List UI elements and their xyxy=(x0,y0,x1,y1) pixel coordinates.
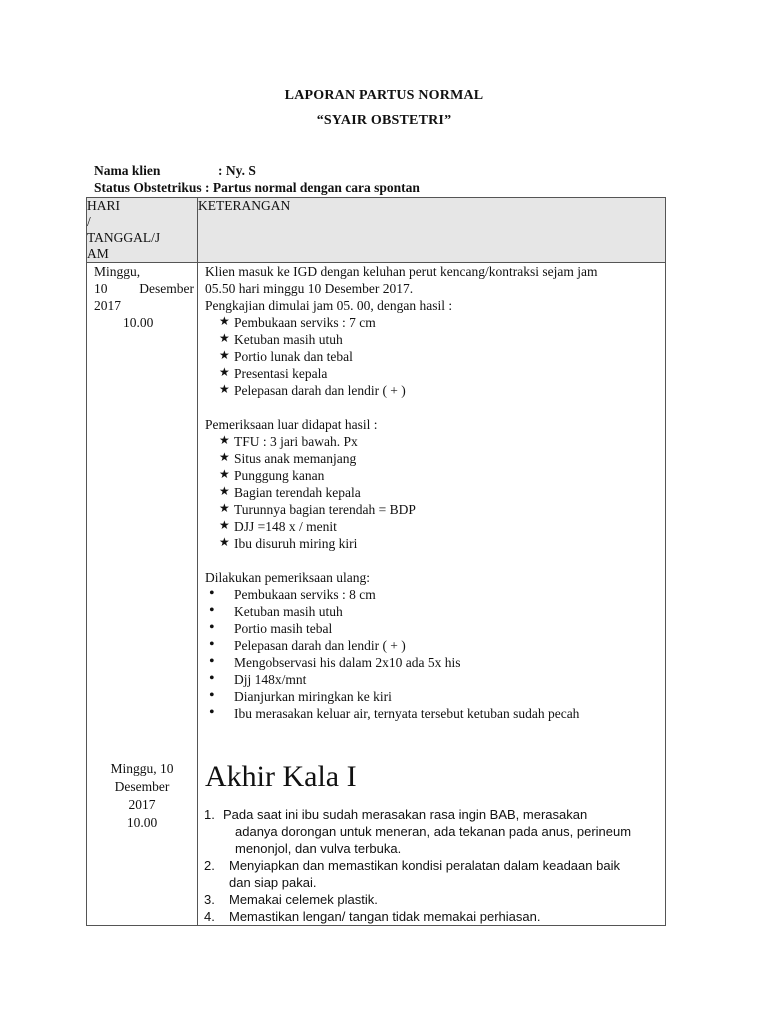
date-line: Desember xyxy=(114,779,170,794)
exam-intro: Pengkajian dimulai jam 05. 00, dengan hasil : xyxy=(205,298,453,313)
description-body xyxy=(205,263,665,722)
step-number: 1. xyxy=(204,807,215,822)
date-day: Minggu, xyxy=(94,264,141,279)
list-item: ★ TFU : 3 jari bawah. Px xyxy=(219,433,665,450)
date-line: Minggu, 10 xyxy=(110,761,174,776)
list-item: • Pelepasan darah dan lendir ( + ) xyxy=(205,637,665,654)
list-item: ★ Punggung kanan xyxy=(219,467,665,484)
report-title: LAPORAN PARTUS NORMAL xyxy=(284,88,484,103)
steps-list xyxy=(198,806,668,925)
list-item xyxy=(198,891,668,908)
list-item: ★ DJJ =148 x / menit xyxy=(219,518,665,535)
table-header-row xyxy=(87,198,666,263)
list-item: ★ Turunnya bagian terendah = BDP xyxy=(219,501,665,518)
step-text: Memakai celemek plastik. xyxy=(229,892,378,907)
obstetric-status-value: : Partus normal dengan cara spontan xyxy=(205,180,420,195)
list-item: • Portio masih tebal xyxy=(205,620,665,637)
header-line: / xyxy=(87,214,91,229)
date-time: 10.00 xyxy=(123,315,154,330)
table-row xyxy=(87,263,666,926)
step-text: Pada saat ini ibu sudah merasakan rasa ingin BAB, merasakan xyxy=(223,807,588,822)
description-cell xyxy=(198,263,666,926)
client-name-value: : Ny. S xyxy=(218,163,256,178)
date-line: 2017 xyxy=(128,797,156,812)
date-year: 2017 xyxy=(94,298,121,313)
obstetric-status-label: Status Obstetrikus xyxy=(94,180,202,195)
step-number: 2. xyxy=(204,858,215,873)
report-subtitle: “SYAIR OBSTETRI” xyxy=(316,113,452,128)
header-line: TANGGAL/J xyxy=(87,230,161,245)
client-name-label: Nama klien xyxy=(94,163,161,178)
date-entry-1 xyxy=(94,263,194,331)
step-text: adanya dorongan untuk meneran, ada tekanan pada anus, perineum xyxy=(235,824,632,839)
header-line: AM xyxy=(87,246,109,261)
list-item: • Mengobservasi his dalam 2x10 ada 5x his xyxy=(205,654,665,671)
outer-exam-intro: Pemeriksaan luar didapat hasil : xyxy=(205,417,378,432)
report-table xyxy=(86,197,666,926)
list-item: ★ Bagian terendah kepala xyxy=(219,484,665,501)
date-month: Desember xyxy=(139,281,194,296)
step-number: 3. xyxy=(204,892,215,907)
list-item xyxy=(198,908,668,925)
exam-list xyxy=(205,314,665,399)
list-item: ★ Presentasi kepala xyxy=(219,365,665,382)
step-text: Menyiapkan dan memastikan kondisi peralatan dalam keadaan baik xyxy=(229,858,620,873)
list-item: ★ Ketuban masih utuh xyxy=(219,331,665,348)
step-text: dan siap pakai. xyxy=(229,875,317,890)
header-day-date-time xyxy=(87,198,198,263)
header-description: KETERANGAN xyxy=(198,198,666,263)
list-item: ★ Situs anak memanjang xyxy=(219,450,665,467)
step-text: Memastikan lengan/ tangan tidak memakai perhiasan. xyxy=(229,909,541,924)
list-item: • Pembukaan serviks : 8 cm xyxy=(205,586,665,603)
list-item xyxy=(198,806,668,857)
date-entry-2 xyxy=(87,760,197,832)
list-item: • Djj 148x/mnt xyxy=(205,671,665,688)
intro-text: 05.50 hari minggu 10 Desember 2017. xyxy=(205,281,414,296)
repeat-exam-intro: Dilakukan pemeriksaan ulang: xyxy=(205,570,370,585)
date-number: 10 xyxy=(94,281,108,296)
list-item: • Dianjurkan miringkan ke kiri xyxy=(205,688,665,705)
list-item xyxy=(198,857,668,891)
date-line xyxy=(94,280,194,297)
date-line: 10.00 xyxy=(126,815,158,830)
list-item: ★ Ibu disuruh miring kiri xyxy=(219,535,665,552)
list-item: • Ibu merasakan keluar air, ternyata tersebut ketuban sudah pecah xyxy=(205,705,665,722)
list-item: ★ Pelepasan darah dan lendir ( + ) xyxy=(219,382,665,399)
header-line: HARI xyxy=(87,198,120,213)
client-name-row xyxy=(94,163,256,179)
outer-exam-list xyxy=(205,433,665,552)
obstetric-status-row xyxy=(94,180,420,196)
list-item: ★ Portio lunak dan tebal xyxy=(219,348,665,365)
list-item: • Ketuban masih utuh xyxy=(205,603,665,620)
repeat-exam-list xyxy=(205,586,665,722)
list-item: ★ Pembukaan serviks : 7 cm xyxy=(219,314,665,331)
intro-text: Klien masuk ke IGD dengan keluhan perut kencang/kontraksi sejam jam xyxy=(205,264,598,279)
step-text: menonjol, dan vulva terbuka. xyxy=(235,841,402,856)
section-heading: Akhir Kala I xyxy=(205,760,357,793)
step-number: 4. xyxy=(204,909,215,924)
date-cell xyxy=(87,263,198,926)
